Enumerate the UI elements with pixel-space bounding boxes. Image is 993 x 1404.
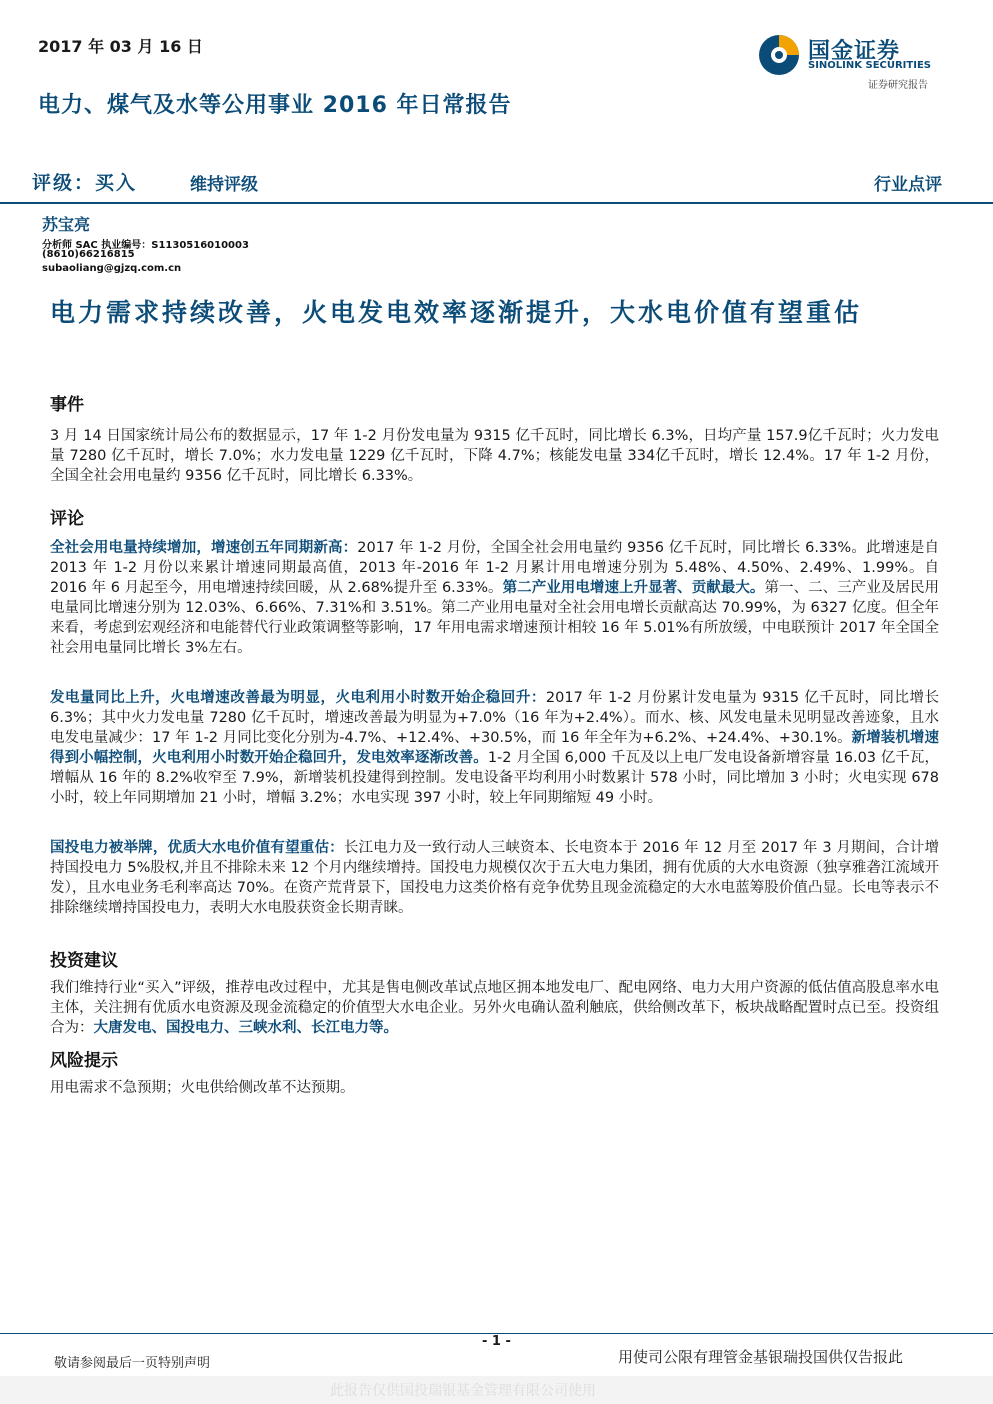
paragraph-lead: 全社会用电量持续增加，增速创五年同期新高：	[50, 540, 358, 556]
paragraph-lead: 国投电力被举牌，优质大水电价值有望重估：	[50, 840, 344, 856]
rating-label: 评级：买入	[32, 172, 138, 194]
report-category: 行业点评	[874, 175, 942, 195]
analyst-license: 分析师 SAC 执业编号：S1130516010003	[42, 240, 249, 251]
page-number: - 1 -	[482, 1334, 511, 1349]
paragraph-text: 我们维持行业“买入”评级，推荐电改过程中，尤其是售电侧改革试点地区拥本地发电厂、配电网络、电力大用户资源的低估值高股息率水电主体，关注拥有优质水电资源及现金流稳定的价值型大水电企业。另外火电确认盈利触底，供给侧改革下，板块战略配置时点已至。投资组合为：	[50, 980, 939, 1036]
footer-disclaimer: 敬请参阅最后一页特别声明	[54, 1356, 211, 1371]
section-title-invest: 投资建议	[50, 951, 118, 971]
analyst-name: 苏宝亮	[42, 215, 91, 234]
analyst-phone: (8610)66216815	[42, 249, 135, 260]
review-paragraph-1	[50, 538, 939, 658]
paragraph-lead: 发电量同比上升，火电增速改善最为明显，火电利用小时数开始企稳回升：	[50, 690, 546, 706]
paragraph-text: 2017 年 1-2 月份，全国全社会用电量约 9356 亿千瓦时，同比增长 6.33%。此增速是自 2013 年 1-2 月份以来累计增速同期最高值，2013 年-2016 年 1-2 月累计用电增速分别为 5.48%、4.50%、2.49%、1.99%。自 2016 年 6 月起至今，用电增速持续回暖，从 2.68%提升至 6.33%。	[50, 540, 940, 596]
report-headline: 电力需求持续改善，火电发电效率逐渐提升，大水电价值有望重估	[50, 298, 863, 327]
paragraph-lead: 新增装机增速得到小幅控制，火电利用小时数开始企稳回升，发电效率逐渐改善。	[50, 730, 939, 766]
review-paragraph-3	[50, 838, 939, 918]
paragraph-lead: 第二产业用电增速上升显著、贡献最大。	[502, 580, 765, 596]
risk-paragraph: 用电需求不急预期；火电供给侧改革不达预期。	[50, 1080, 355, 1096]
sinolink-logo-icon	[756, 32, 802, 78]
logo-text-cn: 国金证券	[808, 39, 901, 64]
maintain-rating: 维持评级	[190, 175, 258, 195]
rating-row	[32, 168, 942, 198]
report-date: 2017 年 03 月 16 日	[38, 37, 203, 56]
portfolio-list: 大唐发电、国投电力、三峡水利、长江电力等。	[93, 1020, 398, 1036]
section-title-risk: 风险提示	[50, 1051, 118, 1071]
invest-paragraph	[50, 978, 939, 1038]
logo-text-en: SINOLINK SECURITIES	[808, 60, 931, 71]
report-series-title: 电力、煤气及水等公用事业 2016 年日常报告	[38, 93, 512, 118]
review-paragraph-2	[50, 688, 939, 808]
header-divider	[0, 202, 993, 204]
paragraph-text: 1-2 月全国 6,000 千瓦及以上电厂发电设备新增容量 16.03 亿千瓦，增幅从 16 年的 8.2%收窄至 7.9%，新增装机投建得到控制。发电设备平均利用小时数累计 578 小时，同比增加 3 小时；火电实现 678 小时，较上年同期增加 21 小时，增幅 3.2%；水电实现 397 小时，较上年同期缩短 49 小时。	[50, 750, 939, 806]
section-title-event: 事件	[50, 395, 84, 415]
logo-subtitle: 证券研究报告	[868, 80, 928, 91]
paragraph-text: 长江电力及一致行动人三峡资本、长电资本于 2016 年 12 月至 2017 年 3 月期间，合计增持国投电力 5%股权,并且不排除未来 12 个月内继续增持。国投电力规模仅次于五大电力集团，拥有优质的大水电资源（独享雅砻江流域开发），且水电业务毛利率高达 70%。在资产荒背景下，国投电力这类价格有竞争优势且现金流稳定的大水电蓝筹股价值凸显。长电等表示不排除继续增持国投电力，表明大水电股获资金长期青睐。	[50, 840, 939, 916]
analyst-email[interactable]: subaoliang@gjzq.com.cn	[42, 263, 182, 274]
section-title-review: 评论	[50, 509, 84, 529]
paragraph-text: 第一、二、三产业及居民用电量同比增速分别为 12.03%、6.66%、7.31%和 3.51%。第二产业用电量对全社会用电增长贡献高达 70.99%，为 6327 亿度。但全年来看，考虑到宏观经济和电能替代行业政策调整等影响，17 年用电需求增速预计相较 16 年 5.01%有所放缓，中电联预计 2017 年全国全社会用电量同比增长 3%左右。	[50, 580, 940, 656]
paragraph-text: 2017 年 1-2 月份累计发电量为 9315 亿千瓦时，同比增长 6.3%；其中火力发电量 7280 亿千瓦时，增速改善最为明显为+7.0%（16 年为+2.4%）。而水、核、风发电量未见明显改善迹象，且水电发电量减少：17 年 1-2 月同比变化分别为-4.7%、+12.4%、+30.5%，而 16 年全年为+6.2%、+24.4%、+30.1%。	[50, 690, 940, 746]
event-paragraph: 3 月 14 日国家统计局公布的数据显示，17 年 1-2 月份发电量为 9315 亿千瓦时，同比增长 6.3%，日均产量 157.9亿千瓦时；火力发电量 7280 亿千瓦时，增长 7.0%；水力发电量 1229 亿千瓦时，下降 4.7%；核能发电量 334亿千瓦时，增长 12.4%。17 年 1-2 月份，全国全社会用电量约 9356 亿千瓦时，同比增长 6.33%。	[50, 428, 939, 484]
watermark-text: 此报告仅供国投瑞银基金管理有限公司使用	[330, 1383, 596, 1399]
footer-usage-note: 用使司公限有理管金基银瑞投国供仅告报此	[618, 1348, 904, 1366]
